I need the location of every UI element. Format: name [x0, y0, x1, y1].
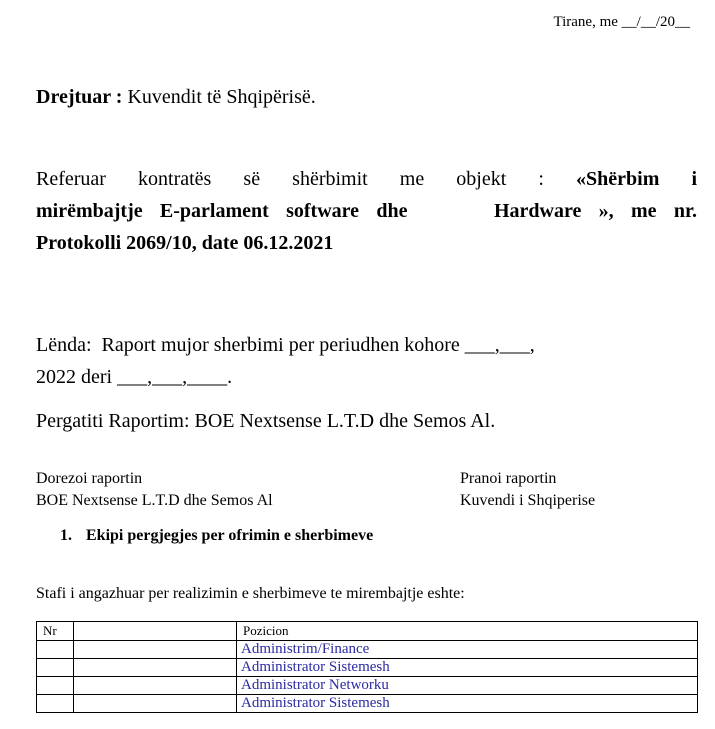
cell-name: [74, 677, 237, 695]
cell-name: [74, 641, 237, 659]
reference-paragraph: [36, 163, 697, 259]
signature-left: [36, 468, 460, 512]
cell-position: Administrator Sistemesh: [237, 659, 698, 677]
staff-intro-line: Stafi i angazhuar per realizimin e sherbimeve te mirembajtje eshte:: [36, 585, 465, 602]
signature-right-name: Kuvendi i Shqiperise: [460, 492, 596, 509]
table-row: [37, 677, 698, 695]
cell-nr: [37, 659, 74, 677]
date-line: Tirane, me __/__/20__: [553, 14, 690, 30]
signature-left-title: Dorezoi raportin: [36, 470, 143, 487]
cell-nr: [37, 677, 74, 695]
subject-line-2: 2022 deri ___,___,____.: [36, 366, 233, 388]
table-row: [37, 659, 698, 677]
signature-right: [460, 468, 697, 512]
cell-name: [74, 695, 237, 713]
cell-position: Administrim/Finance: [237, 641, 698, 659]
section-1-number: 1.: [60, 527, 72, 544]
signature-right-title: Pranoi raportin: [460, 470, 557, 487]
addressed-line: [36, 85, 697, 109]
reference-line-2: mirëmbajtje E-parlament software dhe Hardware », me nr.: [36, 200, 697, 222]
addressed-label: Drejtuar :: [36, 86, 123, 108]
signature-left-name: BOE Nextsense L.T.D dhe Semos Al: [36, 492, 273, 509]
col-header-nr: Nr: [37, 622, 74, 641]
cell-position: Administrator Networku: [237, 677, 698, 695]
section-1-title: Ekipi pergjegjes per ofrimin e sherbimeve: [86, 527, 374, 544]
reference-line-3: Protokolli 2069/10, date 06.12.2021: [36, 232, 334, 254]
reference-line-1: [36, 163, 697, 195]
subject-line-1: Lënda: Raport mujor sherbimi per periudhen kohore ___,___,: [36, 334, 535, 356]
reference-line1-regular: Referuar kontratës së shërbimit me objekt :: [36, 168, 544, 190]
table-header-row: [37, 622, 698, 641]
signature-block: [36, 468, 697, 512]
cell-nr: [37, 695, 74, 713]
cell-nr: [37, 641, 74, 659]
col-header-name: [74, 622, 237, 641]
prepared-by-line: Pergatiti Raportim: BOE Nextsense L.T.D dhe Semos Al.: [36, 410, 496, 432]
section-1-heading: [60, 526, 697, 546]
staff-table: [36, 621, 698, 713]
cell-position: Administrator Sistemesh: [237, 695, 698, 713]
subject-paragraph: [36, 329, 697, 393]
cell-name: [74, 659, 237, 677]
reference-line1-bold: «Shërbim i: [576, 168, 698, 190]
table-row: [37, 695, 698, 713]
col-header-pozicion: Pozicion: [237, 622, 698, 641]
table-row: [37, 641, 698, 659]
addressed-value: Kuvendit të Shqipërisë.: [122, 86, 316, 108]
